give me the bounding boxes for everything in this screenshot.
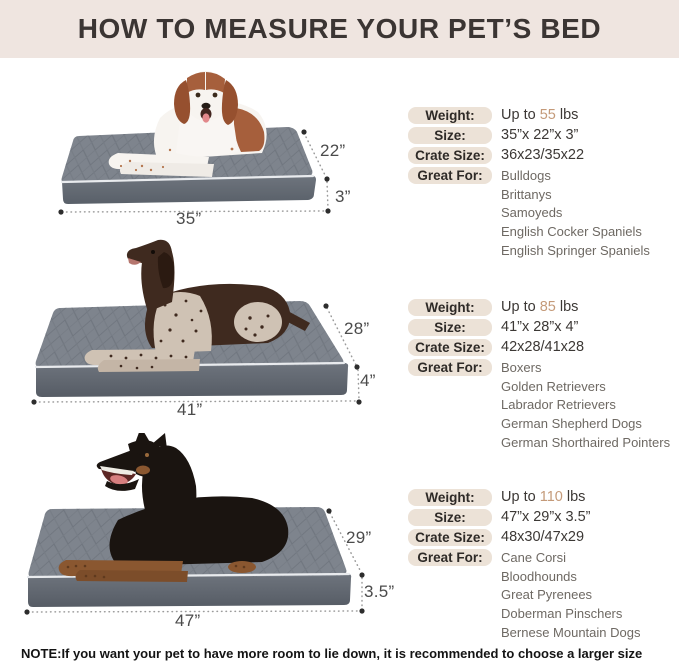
breed-list (501, 167, 650, 261)
size-value: 47”x 29”x 3.5” (501, 509, 591, 525)
depth-dimension-label: 29” (346, 528, 372, 547)
breed-item: Brittanys (501, 186, 552, 202)
height-dimension-label: 4” (360, 371, 376, 390)
breed-item: German Shorthaired Pointers (501, 434, 671, 450)
breed-item: English Cocker Spaniels (501, 224, 642, 240)
height-dimension-label: 3.5” (364, 582, 395, 601)
weight-row (408, 107, 676, 124)
weight-number: 55 (539, 107, 556, 123)
size-row (408, 127, 676, 144)
size-value: 35”x 22”x 3” (501, 127, 579, 143)
width-dimension-label: 35” (176, 209, 202, 228)
weight-value: Up to 85 lbs (501, 299, 579, 315)
weight-label: Weight: (408, 299, 492, 316)
crate-size-row (408, 147, 676, 164)
breed-item: Bulldogs (501, 168, 551, 183)
weight-label: Weight: (408, 489, 492, 506)
crate-size-row (408, 529, 676, 546)
crate-size-label: Crate Size: (408, 339, 492, 356)
size-label: Size: (408, 319, 492, 336)
great-for-label: Great For: (408, 167, 492, 184)
breed-item: Great Pyrenees (501, 587, 593, 603)
page-title: HOW TO MEASURE YOUR PET’S BED (77, 13, 602, 44)
breed-item: Golden Retrievers (501, 378, 606, 394)
depth-dimension-label: 28” (344, 319, 370, 338)
breed-item: Cane Corsi (501, 550, 567, 565)
size-row (408, 319, 676, 336)
weight-row (408, 489, 676, 506)
weight-label: Weight: (408, 107, 492, 124)
breed-item: English Springer Spaniels (501, 242, 650, 258)
breed-item: Boxers (501, 360, 542, 375)
title-banner (0, 0, 679, 58)
size-row (408, 509, 676, 526)
breed-item: German Shepherd Dogs (501, 416, 642, 432)
crate-size-label: Crate Size: (408, 147, 492, 164)
crate-size-value: 48x30/47x29 (501, 529, 585, 545)
size-label: Size: (408, 509, 492, 526)
breed-list (501, 359, 670, 453)
crate-size-value: 36x23/35x22 (501, 147, 585, 163)
bed-illustration-large (0, 433, 400, 635)
width-dimension-label: 47” (175, 611, 201, 630)
great-for-row (408, 549, 676, 643)
weight-row (408, 299, 676, 316)
crate-size-row (408, 339, 676, 356)
weight-number: 85 (539, 299, 556, 315)
great-for-row (408, 167, 676, 261)
spec-panel-medium (408, 299, 676, 456)
great-for-label: Great For: (408, 359, 492, 376)
height-dimension-label: 3” (335, 187, 351, 206)
great-for-label: Great For: (408, 549, 492, 566)
breed-item: Bloodhounds (501, 568, 577, 584)
depth-dimension-label: 22” (320, 141, 346, 160)
width-dimension-label: 41” (177, 400, 203, 419)
breed-item: Labrador Retrievers (501, 397, 616, 413)
size-label: Size: (408, 127, 492, 144)
bed-illustration-medium (0, 233, 400, 423)
great-for-row (408, 359, 676, 453)
breed-item: Samoyeds (501, 205, 563, 221)
weight-value: Up to 55 lbs (501, 107, 579, 123)
breed-list (501, 549, 640, 643)
size-note: NOTE:If you want your pet to have more room to lie down, it is recommended to choose a larger size (21, 646, 643, 661)
crate-size-value: 42x28/41x28 (501, 339, 585, 355)
size-value: 41”x 28”x 4” (501, 319, 579, 335)
breed-item: Bernese Mountain Dogs (501, 624, 641, 640)
breed-item: Doberman Pinschers (501, 606, 623, 622)
weight-number: 110 (539, 489, 563, 505)
weight-value: Up to 110 lbs (501, 489, 586, 505)
spec-panel-large (408, 489, 676, 646)
crate-size-label: Crate Size: (408, 529, 492, 546)
spec-panel-small (408, 107, 676, 264)
